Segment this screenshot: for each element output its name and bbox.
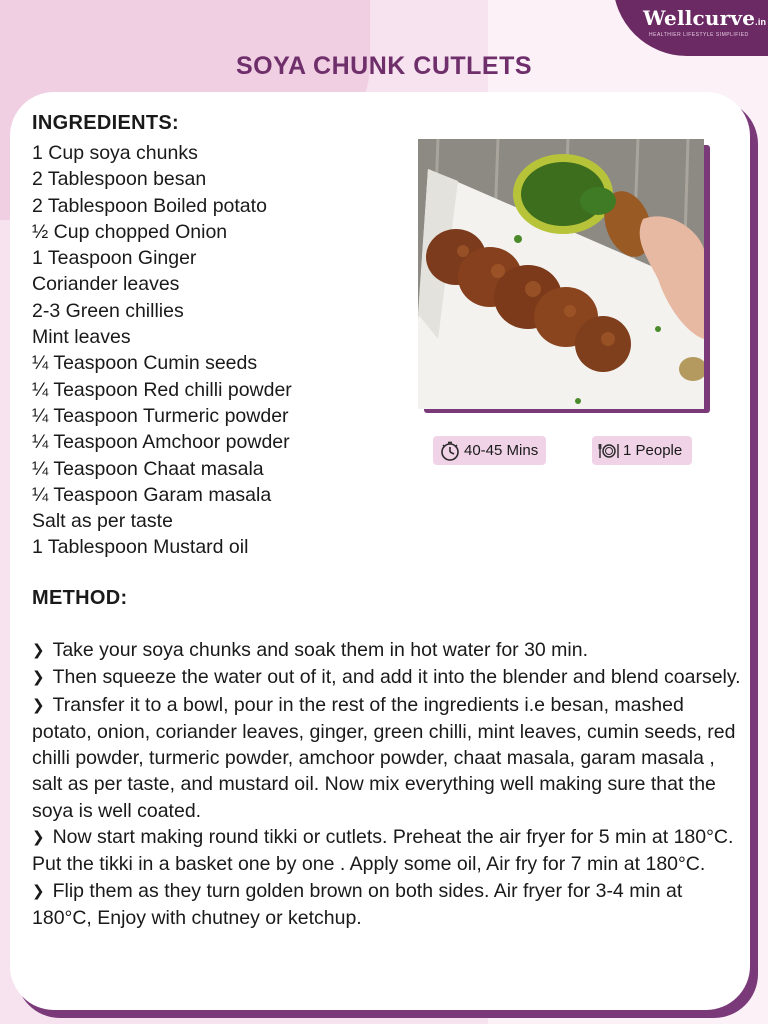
ingredient-item: Coriander leaves <box>32 273 180 296</box>
ingredient-item: Salt as per taste <box>32 510 173 533</box>
ingredients-heading: INGREDIENTS: <box>32 112 179 134</box>
brand-name: Wellcurve <box>643 6 756 30</box>
ingredient-item: 1 Cup soya chunks <box>32 142 198 164</box>
brand-suffix: .in <box>755 17 767 27</box>
bullet-arrow-icon: ❯ <box>32 669 45 687</box>
ingredient-item: 1 Teaspoon Ginger <box>32 247 197 270</box>
serves-value: 1 People <box>623 442 683 459</box>
ingredient-item: ¼ Teaspoon Cumin seeds <box>32 352 258 375</box>
ingredient-item: 2 Tablespoon besan <box>32 168 207 191</box>
brand-tagline: HEALTHIER LIFESTYLE SIMPLIFIED <box>649 32 749 38</box>
method-step <box>32 878 744 932</box>
method-heading: METHOD: <box>32 587 128 609</box>
method-list <box>32 637 744 931</box>
method-step-text: Transfer it to a bowl, pour in the rest of the ingredients i.e besan, mashed potato, onion, coriander leaves, ginger, green chilli, mint leaves, cumin seeds, red chilli powder, turmeric powder, amchoor powder, chaat masala, garam masala , salt as per taste, and mustard oil. Now mix everything well making sure that the soya is well coated. <box>32 693 736 822</box>
ingredient-item: ¼ Teaspoon Amchoor powder <box>32 431 290 454</box>
ingredient-item: ¼ Teaspoon Garam masala <box>32 483 272 506</box>
method-step <box>32 692 744 824</box>
method-step-text: Now start making round tikki or cutlets. Preheat the air fryer for 5 min at 180°C. Put the tikki in a basket one by one . Apply some oil, Air fry for 7 min at 180°C. <box>32 826 734 876</box>
recipe-photo <box>418 139 704 409</box>
bullet-arrow-icon: ❯ <box>32 882 45 900</box>
method-step-text: Take your soya chunks and soak them in hot water for 30 min. <box>52 639 589 661</box>
bullet-arrow-icon: ❯ <box>32 829 45 847</box>
plate-icon <box>598 440 620 462</box>
ingredient-item: 2-3 Green chillies <box>32 299 184 322</box>
ingredient-item: ¼ Teaspoon Turmeric powder <box>32 404 289 427</box>
time-badge <box>433 436 546 465</box>
stopwatch-icon <box>439 440 461 462</box>
bullet-arrow-icon: ❯ <box>32 696 45 714</box>
ingredient-item: ½ Cup chopped Onion <box>32 220 228 243</box>
page-title: SOYA CHUNK CUTLETS <box>235 52 533 80</box>
method-step-text: Flip them as they turn golden brown on both sides. Air fryer for 3-4 min at 180°C, Enjoy with chutney or ketchup. <box>32 879 683 929</box>
ingredient-item: 1 Tablespoon Mustard oil <box>32 536 249 559</box>
serves-badge <box>592 436 692 465</box>
ingredients-list <box>32 140 292 561</box>
ingredient-item: ¼ Teaspoon Chaat masala <box>32 457 264 480</box>
method-step <box>32 664 744 691</box>
ingredient-item: Mint leaves <box>32 326 131 349</box>
time-value: 40-45 Mins <box>464 442 539 459</box>
ingredient-item: 2 Tablespoon Boiled potato <box>32 194 267 217</box>
method-step-text: Then squeeze the water out of it, and add it into the blender and blend coarsely. <box>52 666 741 689</box>
bullet-arrow-icon: ❯ <box>32 642 45 659</box>
method-step <box>32 637 744 664</box>
ingredient-item: ¼ Teaspoon Red chilli powder <box>32 378 292 401</box>
method-step <box>32 824 744 878</box>
